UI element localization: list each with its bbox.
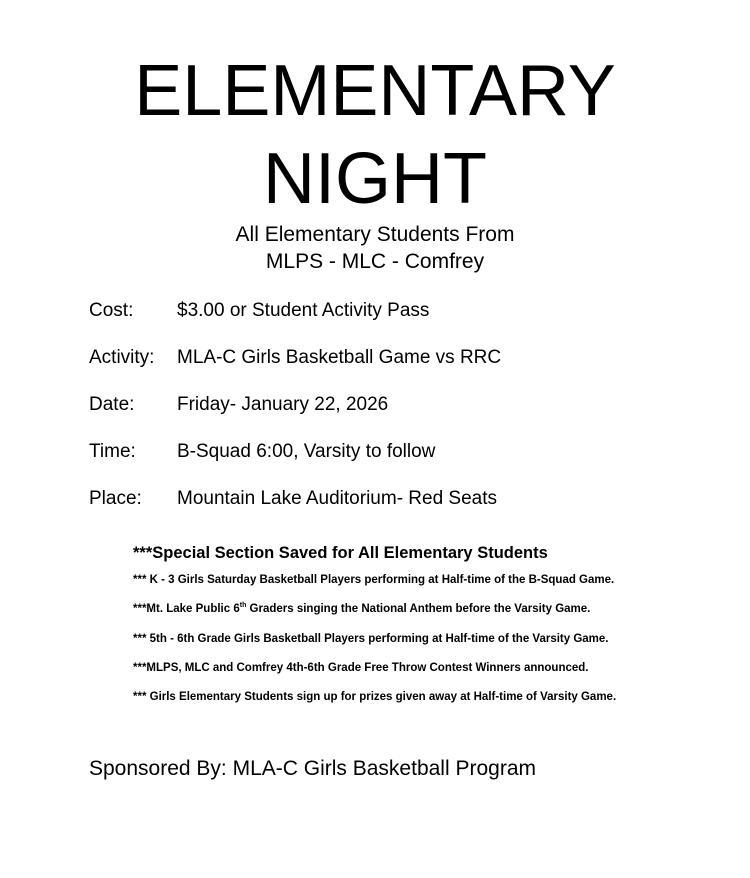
activity-label: Activity: (89, 347, 155, 368)
time-label: Time: (89, 441, 136, 462)
date-label: Date: (89, 394, 135, 415)
detail-row-cost (89, 296, 709, 343)
detail-row-date (89, 390, 709, 437)
notes-heading: ***Special Section Saved for All Elementary Students (133, 544, 548, 562)
note-item: *** 5th - 6th Grade Girls Basketball Players performing at Half-time of the Varsity Game. (133, 632, 609, 645)
detail-row-time (89, 437, 709, 484)
note-text: ***Mt. Lake Public 6 (133, 603, 240, 616)
activity-value: MLA-C Girls Basketball Game vs RRC (177, 347, 502, 368)
title-line-1: ELEMENTARY (134, 51, 616, 131)
subtitle-line-2: MLPS - MLC - Comfrey (265, 250, 485, 273)
time-value: B-Squad 6:00, Varsity to follow (177, 441, 436, 462)
place-label: Place: (89, 488, 142, 509)
note-item (133, 601, 733, 630)
note-item: *** K - 3 Girls Saturday Basketball Players performing at Half-time of the B-Squad Game. (133, 574, 615, 586)
title-line-2: NIGHT (263, 139, 487, 219)
note-text: Graders singing the National Anthem before the Varsity Game. (246, 603, 591, 616)
date-value: Friday- January 22, 2026 (177, 394, 389, 415)
event-details (89, 296, 709, 531)
detail-row-activity (89, 343, 709, 390)
note-superscript: th (239, 602, 247, 610)
cost-label: Cost: (89, 300, 134, 321)
detail-row-place (89, 484, 709, 531)
special-notes (133, 541, 733, 718)
place-value: Mountain Lake Auditorium- Red Seats (177, 488, 498, 509)
note-item: *** Girls Elementary Students sign up for prizes given away at Half-time of Varsity Game. (133, 691, 617, 704)
cost-value: $3.00 or Student Activity Pass (177, 300, 430, 321)
note-item: ***MLPS, MLC and Comfrey 4th-6th Grade Free Throw Contest Winners announced. (133, 661, 589, 674)
sponsor-line: Sponsored By: MLA-C Girls Basketball Program (89, 757, 536, 780)
subtitle-line-1: All Elementary Students From (235, 223, 515, 246)
